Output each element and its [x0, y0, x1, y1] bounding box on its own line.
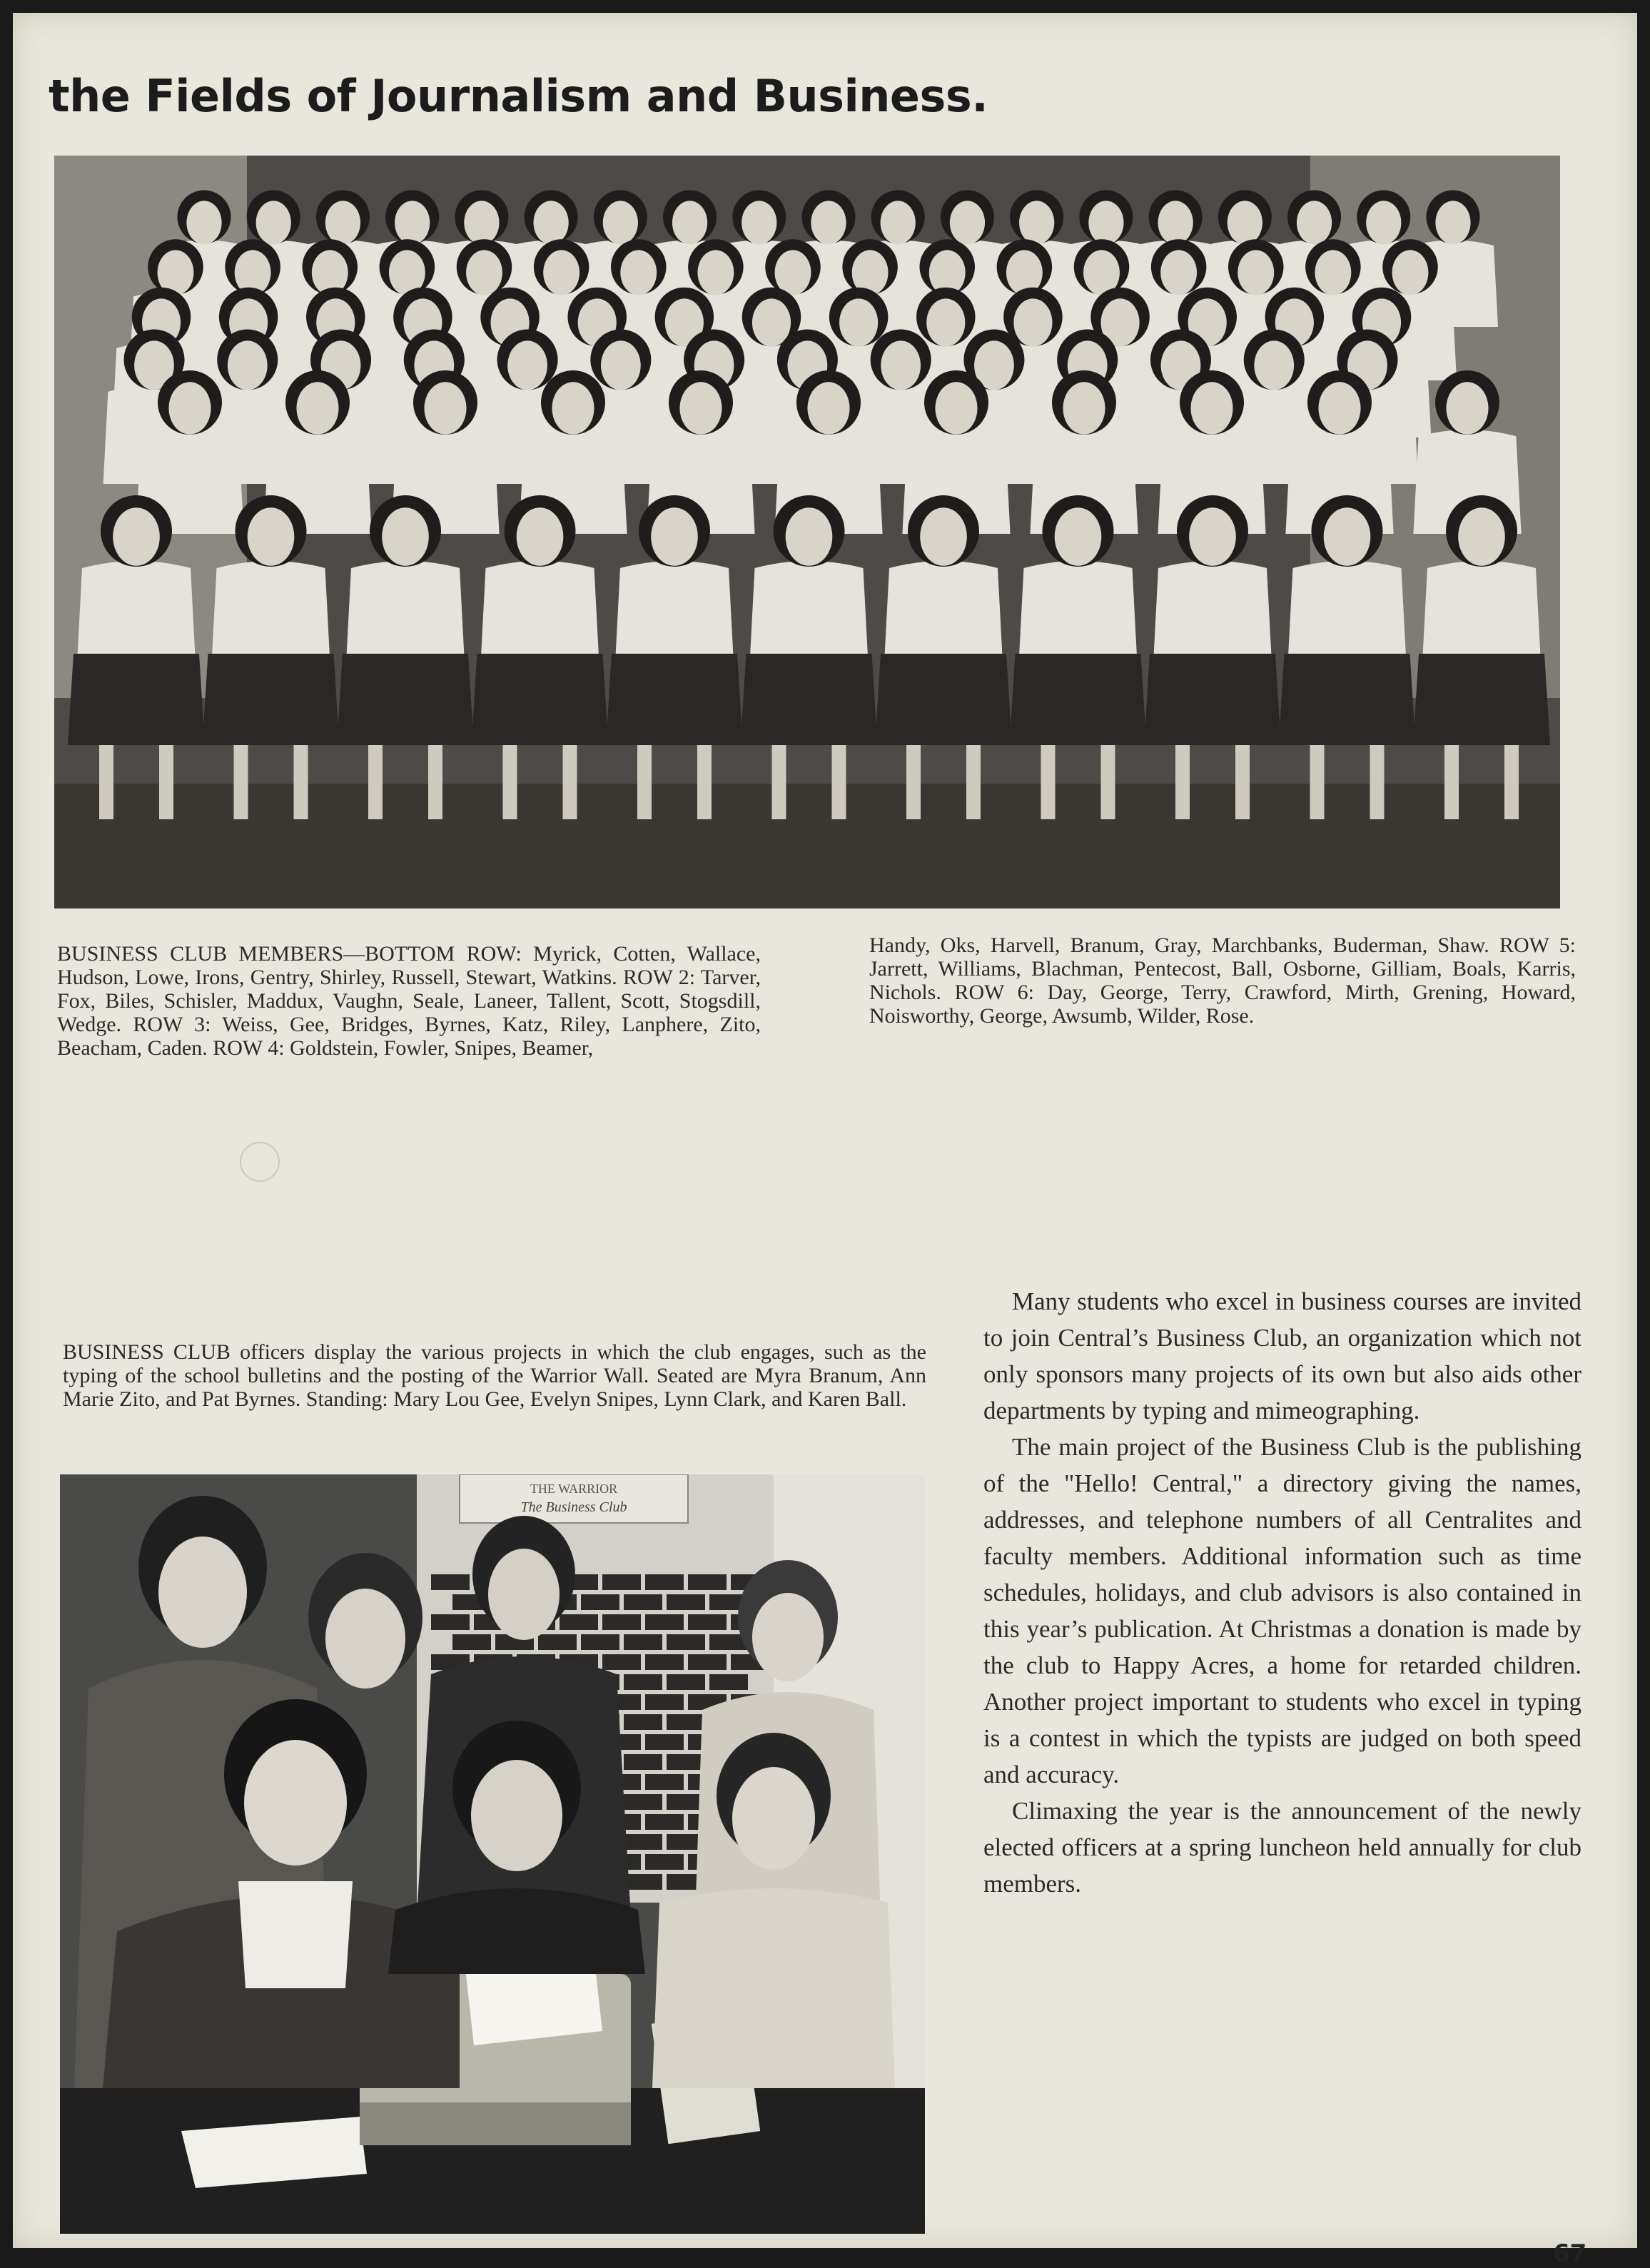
article-paragraph: The main project of the Business Club is the publishing of the "Hello! Central," a directory giving the names, addresses, and telephone numbers of all Centralites and faculty members. Additional information such as time schedules, holidays, and club advisors is also contained in this year’s publication. At Christmas a donation is made by the club to Happy Acres, a home for retarded children. Another project important to students who excel in typing is a contest in which the typists are judged on both speed and accuracy.: [983, 1433, 1581, 1788]
group-caption-left: BUSINESS CLUB MEMBERS—BOTTOM ROW: Myrick, Cotten, Wallace, Hudson, Lowe, Irons, Gentry, Shirley, Russell, Stewart, Watkins. ROW 2: Tarver, Fox, Biles, Schisler, Maddux, Vaughn, Seale, Laneer, Tallent, Scott, Stogsdill, Wedge. ROW 3: Weiss, Gee, Bridges, Byrnes, Katz, Riley, Lanphere, Zito, Beacham, Caden. ROW 4: Goldstein, Fowler, Snipes, Beamer,: [57, 942, 761, 1060]
page-smudge: [240, 1142, 280, 1182]
group-photo-image: [54, 156, 1560, 908]
yearbook-page: [13, 13, 1637, 2268]
group-caption-right: Handy, Oks, Harvell, Branum, Gray, Marchbanks, Buderman, Shaw. ROW 5: Jarrett, Williams, Blachman, Pentecost, Ball, Osborne, Gilliam, Boals, Karris, Nichols. ROW 6: Day, George, Terry, Crawford, Mirth, Grening, Howard, Noisworthy, George, Awsumb, Wilder, Rose.: [869, 933, 1576, 1028]
page-headline: the Fields of Journalism and Business.: [49, 70, 988, 122]
sign-line-2: The Business Club: [520, 1499, 627, 1515]
officers-caption: BUSINESS CLUB officers display the various projects in which the club engages, such as the typing of the school bulletins and the posting of the Warrior Wall. Seated are Myra Branum, Ann Marie Zito, and Pat Byrnes. Standing: Mary Lou Gee, Evelyn Snipes, Lynn Clark, and Karen Ball.: [63, 1340, 926, 1411]
article-body: [983, 1283, 1581, 1902]
article-paragraph: Climaxing the year is the announcement of the newly elected officers at a spring luncheon held annually for club members.: [983, 1797, 1581, 1898]
officers-photo: [60, 1474, 925, 2234]
article-paragraph: Many students who excel in business courses are invited to join Central’s Business Club, an organization which not only sponsors many projects of its own but also aids other departments by typing and mimeographing.: [983, 1287, 1581, 1424]
officers-photo-image: [60, 1474, 925, 2234]
page-number: 67: [1553, 2239, 1587, 2268]
group-photo: [54, 156, 1560, 908]
sign-line-1: THE WARRIOR: [530, 1482, 618, 1496]
